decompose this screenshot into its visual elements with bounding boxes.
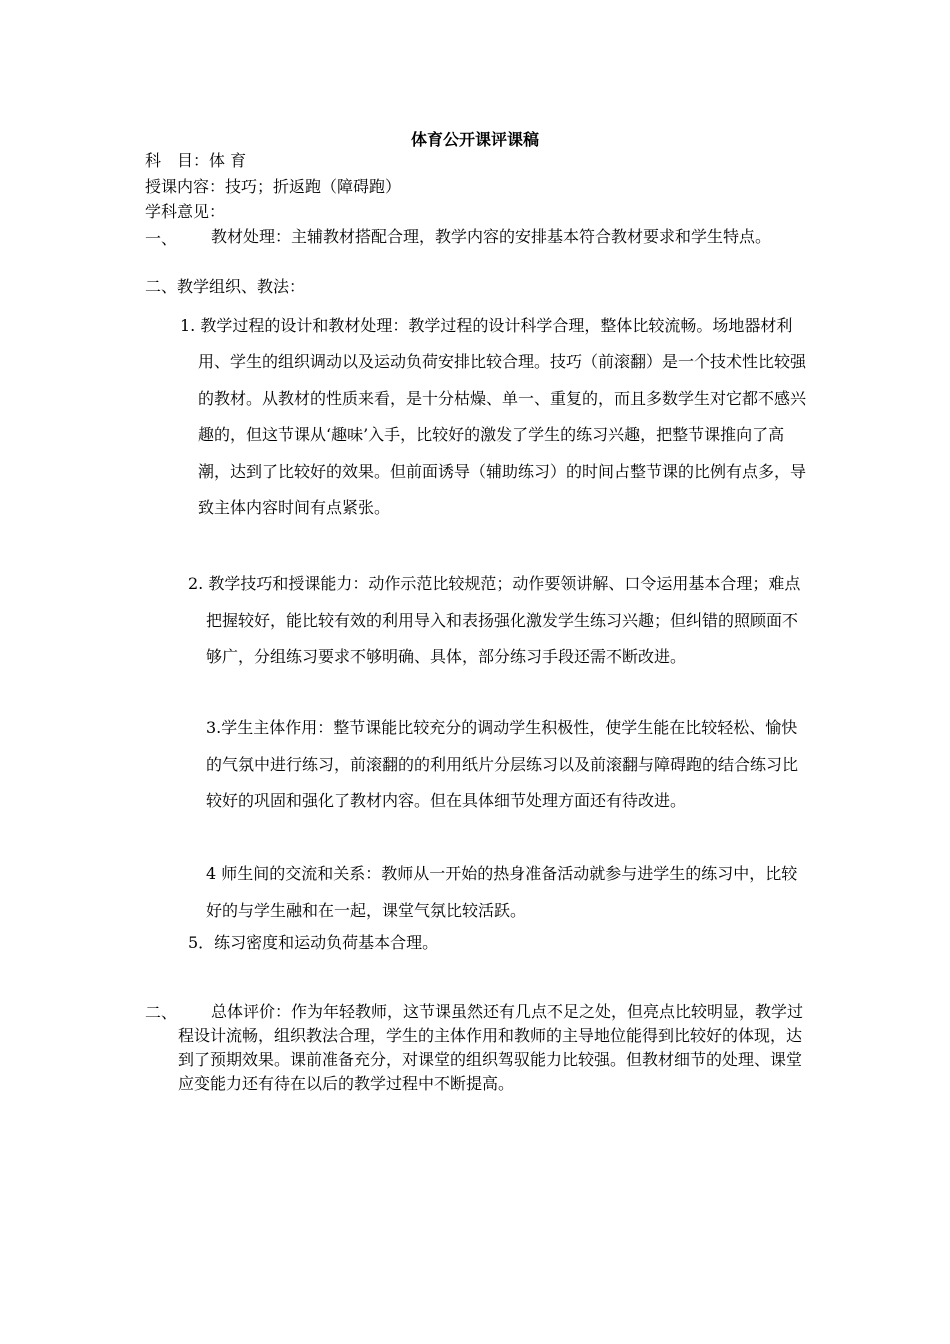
- section-1-number: 一、: [145, 229, 178, 248]
- item-5-text: 5．练习密度和运动负荷基本合理。: [188, 933, 439, 952]
- section-overall-number: 二、: [145, 1003, 178, 1022]
- content-line: 授课内容：技巧；折返跑（障碍跑）: [145, 177, 402, 196]
- item-2: [188, 566, 810, 676]
- opinion-label: 学科意见：: [145, 202, 226, 221]
- item-5: [188, 930, 808, 956]
- section-2-heading: 二、教学组织、教法：: [145, 277, 306, 296]
- item-1-text: 1. 教学过程的设计和教材处理：教学过程的设计科学合理，整体比较流畅。场地器材利用、学生的组织调动以及运动负荷安排比较合理。技巧（前滚翻）是一个技术性比较强的教材。从教材的性质来看，是十分枯燥、单一、重复的，而且多数学生对它都不感兴趣的，但这节课从‘趣味’入手，比较好的激发了学生的练习兴趣，把整节课推向了高潮，达到了比较好的效果。但前面诱导（辅助练习）的时间占整节课的比例有点多，导致主体内容时间有点紧张。: [180, 316, 807, 518]
- item-4: [206, 856, 810, 929]
- section-1: [145, 226, 807, 248]
- section-overall-text: 总体评价：作为年轻教师，这节课虽然还有几点不足之处，但亮点比较明显，教学过程设计流畅，组织教法合理，学生的主体作用和教师的主导地位能得到比较好的体现，达到了预期效果。课前准备充分，对课堂的组织驾驭能力比较强。但教材细节的处理、课堂应变能力还有待在以后的教学过程中不断提高。: [178, 1002, 804, 1093]
- item-3: [206, 710, 810, 820]
- item-3-text: 3.学生主体作用：整节课能比较充分的调动学生积极性，使学生能在比较轻松、愉快的气氛中进行练习，前滚翻的的利用纸片分层练习以及前滚翻与障碍跑的结合练习比较好的巩固和强化了教材内容。但在具体细节处理方面还有待改进。: [206, 718, 799, 810]
- section-1-text: 教材处理：主辅教材搭配合理，教学内容的安排基本符合教材要求和学生特点。: [211, 227, 772, 246]
- document-title: 体育公开课评课稿: [410, 130, 539, 149]
- section-overall: [145, 1000, 807, 1096]
- item-2-text: 2. 教学技巧和授课能力：动作示范比较规范；动作要领讲解、口令运用基本合理；难点把握较好，能比较有效的利用导入和表扬强化激发学生练习兴趣；但纠错的照顾面不够广，分组练习要求不够明确、具体，部分练习手段还需不断改进。: [188, 574, 801, 666]
- item-4-text: 4 师生间的交流和关系：教师从一开始的热身准备活动就参与进学生的练习中，比较好的与学生融和在一起，课堂气氛比较活跃。: [206, 864, 798, 920]
- subject-line: 科 目：体 育: [145, 151, 247, 170]
- item-1: [180, 308, 810, 526]
